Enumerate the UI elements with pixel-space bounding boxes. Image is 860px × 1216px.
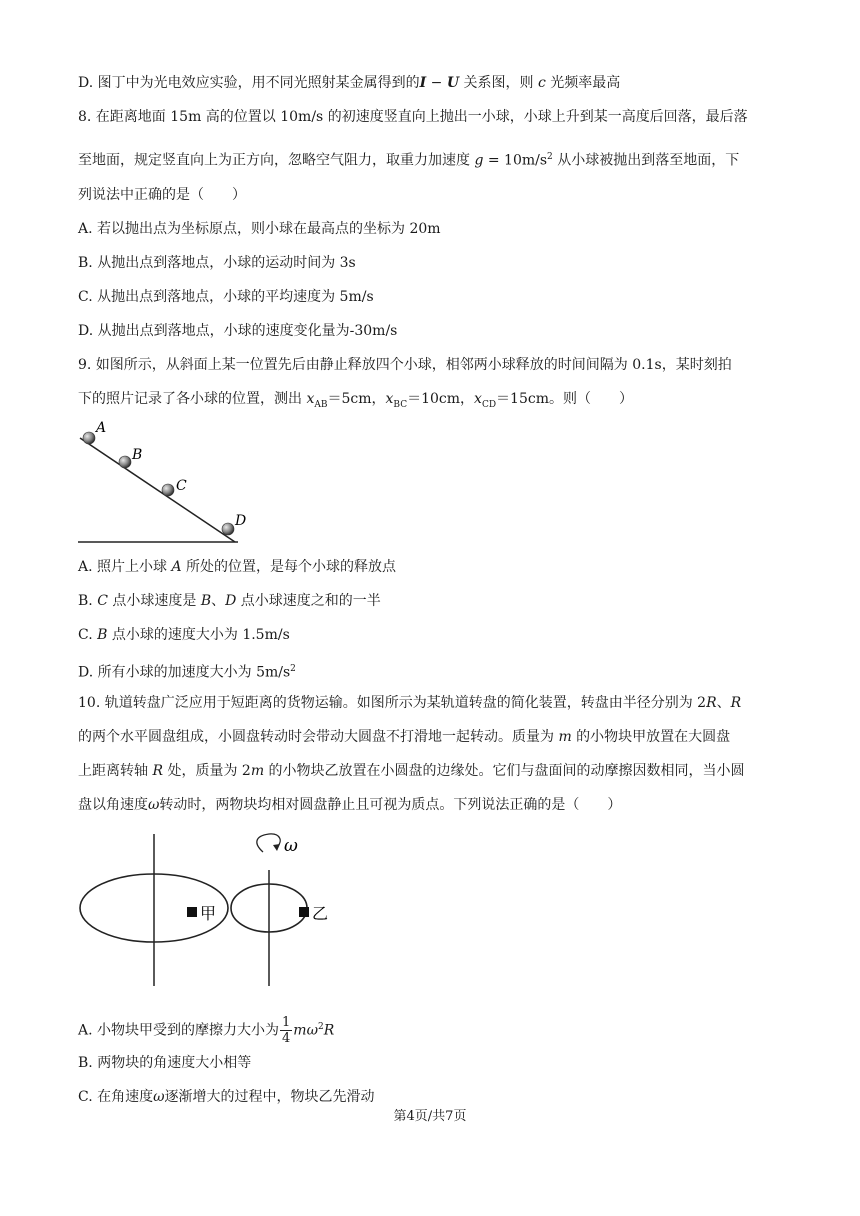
q8-option-b: B. 从抛出点到落地点，小球的运动时间为 3s	[78, 255, 356, 271]
q10-stem-line2: 的两个水平圆盘组成，小圆盘转动时会带动大圆盘不打滑地一起转动。质量为 m 的小物块甲放置在大圆盘	[78, 729, 731, 745]
incline-figure	[70, 418, 260, 550]
page-number: 第4页/共7页	[393, 1109, 467, 1124]
q9-option-a: A. 照片上小球 A 所处的位置，是每个小球的释放点	[78, 559, 397, 575]
q10-option-b: B. 两物块的角速度大小相等	[78, 1055, 252, 1071]
ball-b	[119, 456, 131, 468]
q10-stem-line4: 盘以角速度ω转动时，两物块均相对圆盘静止且可视为质点。下列说法正确的是（ ）	[78, 797, 622, 813]
ball-d	[222, 523, 234, 535]
ball-a	[83, 432, 95, 444]
block-jia	[187, 907, 197, 917]
q9-option-d: D. 所有小球的加速度大小为 $5m/s^2$	[78, 664, 296, 681]
q10-option-c: C. 在角速度ω逐渐增大的过程中，物块乙先滑动	[78, 1089, 375, 1105]
turntable-figure	[78, 830, 348, 990]
label-a: A	[96, 420, 107, 436]
q8-stem-line1: 8. 在距离地面 15m 高的位置以 10m/s 的初速度竖直向上抛出一小球，小球上升到某一高度后回落，最后落	[78, 109, 748, 125]
q10-stem-line1: 10. 轨道转盘广泛应用于短距离的货物运输。如图所示为某轨道转盘的简化装置，转盘由半径分别为 2R、R	[78, 695, 742, 711]
fraction-one-quarter: $\frac{1}{4}$	[282, 1015, 291, 1047]
omega-label: ω	[284, 836, 298, 856]
q8-option-c: C. 从抛出点到落地点，小球的平均速度为 5m/s	[78, 289, 374, 305]
label-b: B	[132, 447, 143, 463]
q10-stem-line3: 上距离转轴 R 处，质量为 2m 的小物块乙放置在小圆盘的边缘处。它们与盘面间的动摩擦因数相同，当小圆	[78, 763, 745, 779]
q8-option-d: D. 从抛出点到落地点，小球的速度变化量为-30m/s	[78, 323, 398, 339]
q9-stem-line2: 下的照片记录了各小球的位置，测出 $x_{AB}=5cm$，$x_{BC}=10cm$，$x_{CD}=15cm$。则（ ）	[78, 391, 633, 410]
label-yi: 乙	[312, 904, 329, 923]
q8-option-a: A. 若以抛出点为坐标原点，则小球在最高点的坐标为 20m	[78, 221, 441, 237]
rotation-arrowhead-icon	[273, 844, 280, 851]
q8-stem-line3: 列说法中正确的是（ ）	[78, 187, 246, 203]
q9-stem-line1: 9. 如图所示，从斜面上某一位置先后由静止释放四个小球，相邻两小球释放的时间间隔为 0.1s，某时刻拍	[78, 357, 732, 373]
label-jia: 甲	[200, 904, 217, 923]
label-c: C	[176, 478, 187, 494]
incline-surface	[80, 438, 235, 542]
label-d: D	[235, 513, 247, 529]
q8-stem-line2: 至地面，规定竖直向上为正方向，忽略空气阻力，取重力加速度 $g = 10m/s^2$ 从小球被抛出到落至地面，下	[78, 152, 740, 169]
q9-option-c: C. B 点小球的速度大小为 1.5m/s	[78, 627, 290, 643]
ball-c	[162, 484, 174, 496]
q10-option-a: A. 小物块甲受到的摩擦力大小为 $\frac{1}{4}$ $m\omega^2R$	[78, 1015, 335, 1047]
q7-option-d: D. 图丁中为光电效应实验，用不同光照射某金属得到的I − U 关系图，则 c 光频率最高	[78, 75, 621, 91]
q9-option-b: B. C 点小球速度是 B、D 点小球速度之和的一半	[78, 593, 381, 609]
block-yi	[299, 907, 309, 917]
